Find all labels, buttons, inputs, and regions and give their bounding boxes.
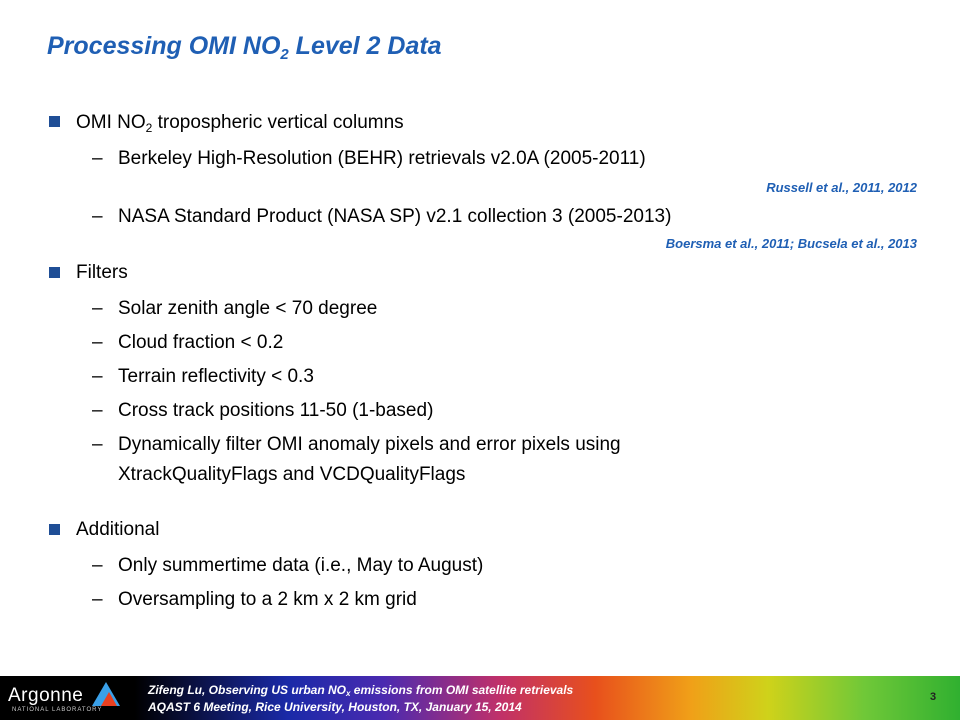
list-item-continuation: XtrackQualityFlags and VCDQualityFlags	[118, 464, 466, 485]
footer-text-end: emissions from OMI satellite retrievals	[350, 683, 574, 697]
logo-triangle-accent-icon	[101, 692, 117, 706]
list-item: Cross track positions 11-50 (1-based)	[118, 400, 434, 421]
list-item: Terrain reflectivity < 0.3	[118, 366, 314, 387]
title-text: Processing OMI NO	[47, 32, 281, 60]
footer-text: Zifeng Lu, Observing US urban NO	[148, 683, 347, 697]
bullet-square-icon	[49, 524, 60, 535]
footer-bar	[0, 676, 960, 720]
title-subscript: 2	[280, 46, 289, 63]
list-item: NASA Standard Product (NASA SP) v2.1 collection 3 (2005-2013)	[118, 206, 672, 227]
dash-bullet: –	[92, 434, 103, 455]
section-additional-heading: Additional	[76, 519, 160, 540]
dash-bullet: –	[92, 555, 103, 576]
heading-text-end: tropospheric vertical columns	[152, 112, 404, 133]
title-text-end: Level 2 Data	[288, 32, 442, 60]
footer-presenter	[148, 683, 573, 698]
list-item: Only summertime data (i.e., May to August)	[118, 555, 484, 576]
list-item: Solar zenith angle < 70 degree	[118, 298, 378, 319]
citation: Boersma et al., 2011; Bucsela et al., 2013	[665, 236, 917, 251]
logo-subtitle: NATIONAL LABORATORY	[12, 707, 103, 713]
dash-bullet: –	[92, 332, 103, 353]
bullet-square-icon	[49, 116, 60, 127]
dash-bullet: –	[92, 589, 103, 610]
page-number: 3	[930, 691, 937, 703]
dash-bullet: –	[92, 298, 103, 319]
dash-bullet: –	[92, 206, 103, 227]
list-item: Cloud fraction < 0.2	[118, 332, 284, 353]
heading-subscript: 2	[145, 121, 153, 135]
dash-bullet: –	[92, 366, 103, 387]
footer-subscript: x	[346, 689, 351, 698]
citation: Russell et al., 2011, 2012	[766, 180, 917, 195]
list-item: Dynamically filter OMI anomaly pixels and error pixels using	[118, 434, 621, 455]
slide-title	[47, 32, 442, 63]
list-item: Oversampling to a 2 km x 2 km grid	[118, 589, 417, 610]
list-item: Berkeley High-Resolution (BEHR) retrievals v2.0A (2005-2011)	[118, 148, 646, 169]
section-filters-heading: Filters	[76, 262, 128, 283]
argonne-logo	[0, 676, 134, 720]
logo-wordmark: Argonne	[8, 685, 84, 706]
dash-bullet: –	[92, 148, 103, 169]
footer-meeting: AQAST 6 Meeting, Rice University, Houston, TX, January 15, 2014	[148, 700, 522, 714]
bullet-square-icon	[49, 267, 60, 278]
dash-bullet: –	[92, 400, 103, 421]
heading-text: OMI NO	[76, 112, 146, 133]
section-omi-heading	[76, 112, 404, 135]
